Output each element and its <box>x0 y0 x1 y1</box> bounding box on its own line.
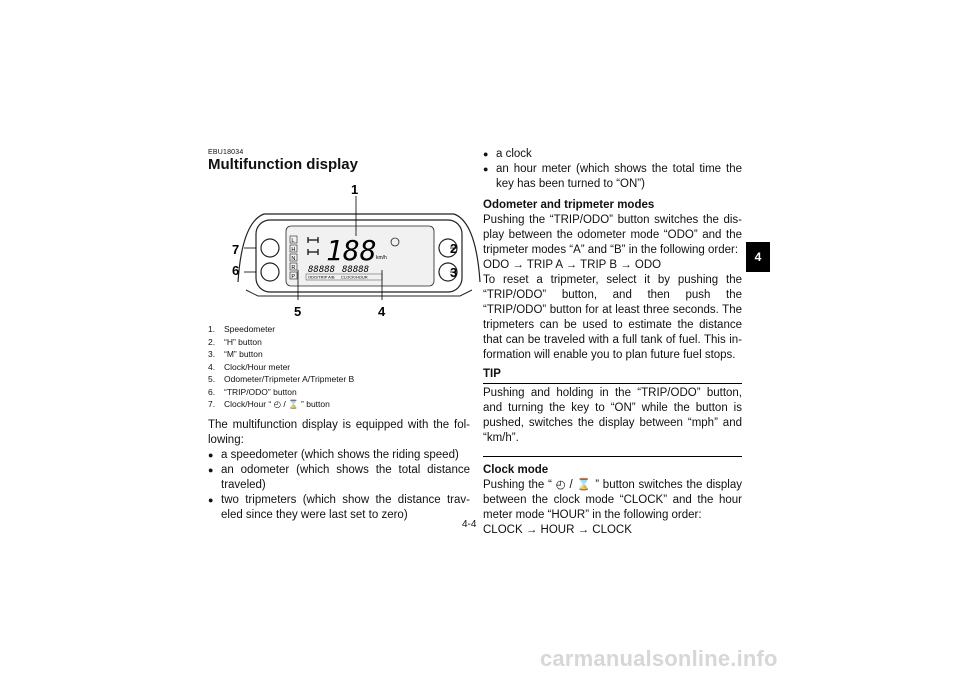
list-item: ● two tripmeters (which show the distance trav- eled since they were last set to zero) <box>208 493 470 523</box>
list-item: ● a clock <box>483 147 742 162</box>
feature-list-right <box>483 147 742 192</box>
watermark: carmanualsonline.info <box>540 646 778 671</box>
tip-box <box>483 367 742 457</box>
legend-item: 3. “M” button <box>208 349 263 359</box>
gear-n: N <box>291 256 296 262</box>
speed-digits: 188 <box>326 234 377 267</box>
legend-item: 7. Clock/Hour “ ◴ / ⌛ ” button <box>208 399 330 409</box>
figure-legend <box>208 323 468 411</box>
clock-digits: 88888 <box>342 265 370 275</box>
gear-p: P <box>291 274 296 280</box>
legend-item: 4. Clock/Hour meter <box>208 361 291 372</box>
legend-item: 1. Speedometer <box>208 324 276 334</box>
odo-label: ODO/TRIP A/B <box>308 274 335 280</box>
feature-list-left <box>208 448 470 523</box>
page-number: 4-4 <box>462 519 477 530</box>
callout-6: 6 <box>232 263 240 278</box>
speed-unit: km/h <box>376 255 387 261</box>
legend-item: 2. “H” button <box>208 336 262 347</box>
gear-l: L <box>291 238 295 244</box>
callout-1: 1 <box>351 182 359 197</box>
intro-paragraph: The multifunction display is equipped with the fol- lowing: <box>208 419 470 446</box>
reset-paragraph: To reset a tripmeter, select it by pushing the “TRIP/ODO” button, and then push the “TRIP/ODO” button for at least three seconds. The tripmeters can be used to estimate the distance that can be traveled with a full tank of fuel. This in- formation will enable you to plan future fuel stops. <box>483 274 742 361</box>
section-title: Multifunction display <box>208 156 358 173</box>
list-item: ● a speedometer (which shows the riding speed) <box>208 448 470 463</box>
clock-label: CLOCK/HOUR <box>341 274 368 280</box>
odo-digits: 88888 <box>308 265 336 275</box>
chapter-tab: 4 <box>746 242 770 272</box>
gear-h: H <box>291 247 296 253</box>
list-item: ● an odometer (which shows the total distance traveled) <box>208 463 470 493</box>
clock-sequence: CLOCK → HOUR → CLOCK <box>483 524 632 536</box>
callout-4: 4 <box>378 304 386 319</box>
odometer-sequence: ODO → TRIP A → TRIP B → ODO <box>483 259 662 271</box>
legend-item: 6. “TRIP/ODO” button <box>208 386 297 397</box>
clock-hour-button-icon <box>261 239 279 257</box>
right-column <box>483 147 742 538</box>
list-item: ● an hour meter (which shows the total time the key has been turned to “ON”) <box>483 162 742 192</box>
housing-bottom <box>246 290 472 296</box>
callout-5: 5 <box>294 304 302 319</box>
section-code: EBU18034 <box>208 149 244 156</box>
odometer-paragraph: Pushing the “TRIP/ODO” button switches the dis- play between the odometer mode “ODO” and the tripmeter modes “A” and “B” in the following order: <box>483 214 742 256</box>
callout-7: 7 <box>232 242 240 257</box>
tip-divider <box>483 446 742 457</box>
odometer-heading: Odometer and tripmeter modes <box>483 199 655 211</box>
left-column <box>208 418 470 523</box>
callout-3: 3 <box>450 265 458 280</box>
multifunction-display-illustration <box>228 182 490 322</box>
trip-odo-button-icon <box>261 263 279 281</box>
gear-r: R <box>291 265 296 271</box>
clock-paragraph: Pushing the “ ◴ / ⌛ ” button switches the display between the clock mode “CLOCK” and the hour meter mode “HOUR” in the following order: <box>483 479 742 521</box>
callout-2: 2 <box>450 241 458 256</box>
tip-paragraph: Pushing and holding in the “TRIP/ODO” button, and turning the key to “ON” while the button is pushed, switches the display between “mph” and “km/h”. <box>483 387 742 444</box>
legend-item: 5. Odometer/Tripmeter A/Tripmeter B <box>208 374 355 384</box>
clock-heading: Clock mode <box>483 464 549 476</box>
tip-label: TIP <box>483 367 742 384</box>
